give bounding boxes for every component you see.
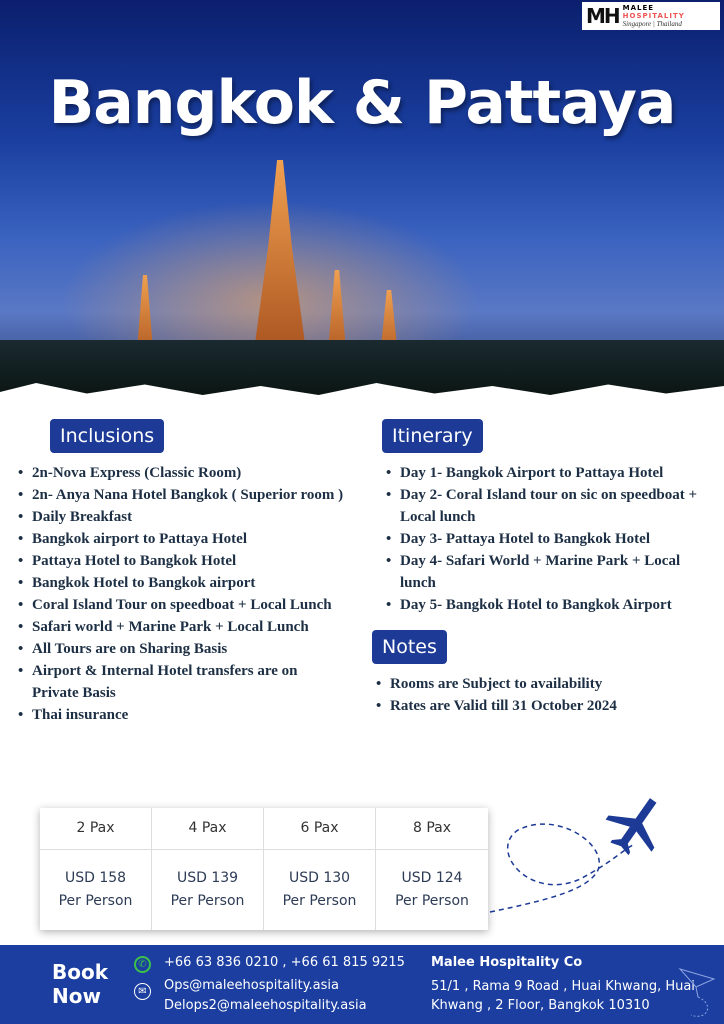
- list-item: • All Tours are on Sharing Basis: [16, 638, 346, 660]
- list-item: • Pattaya Hotel to Bangkok Hotel: [16, 550, 346, 572]
- pax-header: 6 Pax: [264, 808, 376, 850]
- price-unit: Per Person: [58, 893, 133, 909]
- notes-heading: Notes: [372, 630, 447, 664]
- whatsapp-icon: ✆: [134, 956, 151, 973]
- price-unit: Per Person: [170, 893, 245, 909]
- price-unit: Per Person: [395, 893, 469, 909]
- price-cell: [40, 850, 152, 930]
- itinerary-list: [384, 462, 717, 616]
- logo-name-accent: HOSPITALITY: [622, 12, 685, 20]
- address-line-2: Khwang , 2 Floor, Bangkok 10310: [431, 998, 650, 1013]
- email-delops[interactable]: Delops2@maleehospitality.asia: [164, 998, 367, 1013]
- list-item: • Day 2- Coral Island tour on sic on speedboat + Local lunch: [384, 484, 717, 528]
- list-item: • Day 5- Bangkok Hotel to Bangkok Airport: [384, 594, 717, 616]
- price: USD 130: [288, 870, 351, 886]
- price: USD 124: [401, 870, 463, 886]
- address-line-1: 51/1 , Rama 9 Road , Huai Khwang, Huai: [431, 979, 695, 994]
- list-item: • Coral Island Tour on speedboat + Local Lunch: [16, 594, 346, 616]
- list-item: • Day 1- Bangkok Airport to Pattaya Hotel: [384, 462, 717, 484]
- itinerary-heading: Itinerary: [382, 419, 483, 453]
- paper-plane-icon: [676, 965, 718, 1021]
- inclusions-heading: Inclusions: [50, 419, 164, 453]
- list-item: • 2n- Anya Nana Hotel Bangkok ( Superior room ): [16, 484, 346, 506]
- price: USD 139: [176, 870, 239, 886]
- pax-header: 4 Pax: [152, 808, 264, 850]
- list-item: • Airport & Internal Hotel transfers are on Private Basis: [16, 660, 346, 704]
- list-item: • Safari world + Marine Park + Local Lunch: [16, 616, 346, 638]
- book-text: Book: [52, 960, 109, 984]
- list-item: • Day 3- Pattaya Hotel to Bangkok Hotel: [384, 528, 717, 550]
- left-column: [16, 419, 346, 726]
- price-cell: [376, 850, 488, 930]
- pax-header: 8 Pax: [376, 808, 488, 850]
- list-item: • Bangkok airport to Pattaya Hotel: [16, 528, 346, 550]
- price-cell: [152, 850, 264, 930]
- inclusions-list: [16, 462, 346, 726]
- now-text: Now: [52, 984, 101, 1008]
- price-cell: [264, 850, 376, 930]
- list-item: • Daily Breakfast: [16, 506, 346, 528]
- notes-list: [374, 673, 717, 717]
- pricing-table: [40, 808, 488, 930]
- right-column: [372, 419, 717, 717]
- list-item: • 2n-Nova Express (Classic Room): [16, 462, 346, 484]
- page-title: Bangkok & Pattaya: [48, 68, 676, 138]
- email-icon: ✉: [134, 983, 151, 1000]
- brand-logo: [582, 2, 720, 30]
- list-item: • Rooms are Subject to availability: [374, 673, 717, 695]
- logo-mark: MH: [586, 4, 619, 28]
- list-item: • Thai insurance: [16, 704, 346, 726]
- company-name: Malee Hospitality Co: [431, 955, 583, 970]
- list-item: • Bangkok Hotel to Bangkok airport: [16, 572, 346, 594]
- list-item: • Rates are Valid till 31 October 2024: [374, 695, 717, 717]
- footer: [0, 945, 724, 1024]
- logo-subtitle: Singapore | Thailand: [622, 20, 682, 28]
- email-ops[interactable]: Ops@maleehospitality.asia: [164, 978, 339, 993]
- pax-header: 2 Pax: [40, 808, 152, 850]
- book-now-label: [52, 960, 108, 1008]
- list-item: • Day 4- Safari World + Marine Park + Local lunch: [384, 550, 717, 594]
- price-unit: Per Person: [282, 893, 357, 909]
- price: USD 158: [64, 870, 127, 886]
- phone-numbers[interactable]: +66 63 836 0210 , +66 61 815 9215: [164, 955, 405, 970]
- logo-name: MALEE: [622, 4, 655, 12]
- hero-image: [0, 0, 724, 400]
- airplane-dashed-path-icon: [488, 790, 678, 920]
